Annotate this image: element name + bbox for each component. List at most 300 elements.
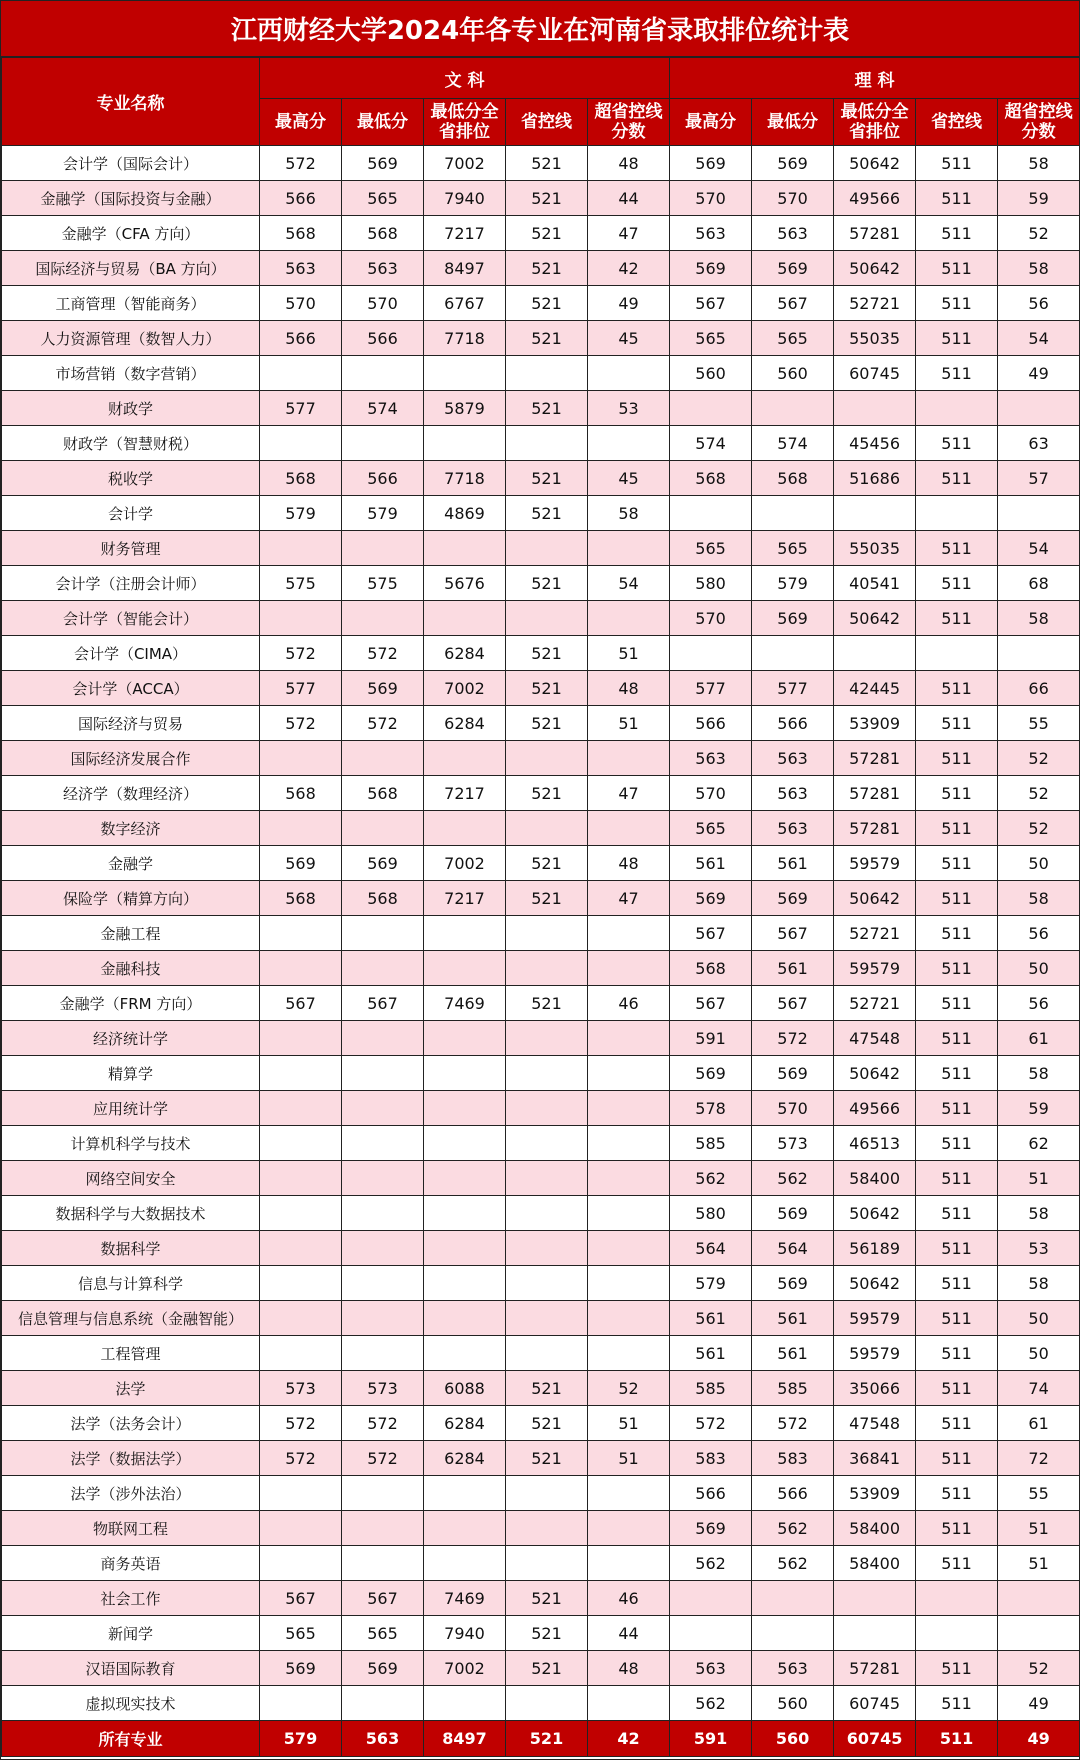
- major-name-cell: 会计学（注册会计师）: [2, 566, 260, 601]
- like-cell: 563: [670, 741, 752, 776]
- wenke-cell: [260, 1021, 342, 1056]
- like-cell: 49566: [834, 1091, 916, 1126]
- major-name-cell: 金融学（国际投资与金融）: [2, 181, 260, 216]
- wenke-cell: [342, 1056, 424, 1091]
- like-cell: 569: [670, 146, 752, 181]
- wenke-cell: [506, 1056, 588, 1091]
- wenke-cell: 568: [260, 216, 342, 251]
- like-cell: 578: [670, 1091, 752, 1126]
- like-cell: [916, 1581, 998, 1616]
- wenke-cell: 49: [588, 286, 670, 321]
- major-name-cell: 工程管理: [2, 1336, 260, 1371]
- like-cell: 562: [752, 1546, 834, 1581]
- like-cell: 562: [670, 1686, 752, 1721]
- like-cell: 511: [916, 1161, 998, 1196]
- table-row: [2, 146, 1080, 181]
- like-cell: 62: [998, 1126, 1080, 1161]
- like-cell: 59: [998, 181, 1080, 216]
- wenke-cell: [424, 916, 506, 951]
- like-cell: 52: [998, 1651, 1080, 1686]
- like-cell: 579: [752, 566, 834, 601]
- like-cell: 567: [752, 986, 834, 1021]
- table-row: [2, 1336, 1080, 1371]
- like-cell: 591: [670, 1021, 752, 1056]
- wenke-cell: 7718: [424, 461, 506, 496]
- major-name-cell: 经济学（数理经济）: [2, 776, 260, 811]
- like-cell: 51686: [834, 461, 916, 496]
- wenke-cell: [506, 1021, 588, 1056]
- major-name-cell: 数据科学: [2, 1231, 260, 1266]
- wenke-cell: [424, 1686, 506, 1721]
- like-cell: 585: [670, 1126, 752, 1161]
- like-cell: 573: [752, 1126, 834, 1161]
- like-cell: 58: [998, 146, 1080, 181]
- wenke-cell: [260, 1091, 342, 1126]
- like-cell: 580: [670, 566, 752, 601]
- like-cell: [834, 1616, 916, 1651]
- like-cell: [752, 636, 834, 671]
- wenke-cell: 563: [342, 251, 424, 286]
- wenke-cell: 6284: [424, 1406, 506, 1441]
- header-col: 省控线: [506, 99, 588, 146]
- table-row: [2, 881, 1080, 916]
- table-row: [2, 1581, 1080, 1616]
- major-name-cell: 国际经济与贸易: [2, 706, 260, 741]
- page-title: 江西财经大学2024年各专业在河南省录取排位统计表: [1, 1, 1079, 57]
- like-cell: 52721: [834, 916, 916, 951]
- major-name-cell: 信息管理与信息系统（金融智能）: [2, 1301, 260, 1336]
- major-name-cell: 法学（涉外法治）: [2, 1476, 260, 1511]
- like-cell: 59579: [834, 1336, 916, 1371]
- major-name-cell: 会计学（国际会计）: [2, 146, 260, 181]
- wenke-cell: [506, 1476, 588, 1511]
- table-row: [2, 776, 1080, 811]
- like-cell: 569: [670, 1511, 752, 1546]
- wenke-cell: 521: [506, 986, 588, 1021]
- wenke-cell: 577: [260, 391, 342, 426]
- like-cell: 567: [752, 916, 834, 951]
- total-wenke-cell: 42: [588, 1721, 670, 1757]
- like-cell: 569: [752, 881, 834, 916]
- wenke-cell: [260, 1476, 342, 1511]
- header-wenke: 文 科: [260, 58, 670, 99]
- table-row: [2, 251, 1080, 286]
- wenke-cell: 48: [588, 1651, 670, 1686]
- wenke-cell: 568: [342, 216, 424, 251]
- wenke-cell: [424, 531, 506, 566]
- like-cell: 563: [752, 216, 834, 251]
- like-cell: 511: [916, 1266, 998, 1301]
- like-cell: [834, 496, 916, 531]
- like-cell: [998, 496, 1080, 531]
- like-cell: 58400: [834, 1511, 916, 1546]
- table-row: [2, 1406, 1080, 1441]
- like-cell: [916, 1616, 998, 1651]
- like-cell: 569: [752, 601, 834, 636]
- major-name-cell: 金融学: [2, 846, 260, 881]
- like-cell: 569: [670, 1056, 752, 1091]
- like-cell: 60745: [834, 356, 916, 391]
- like-cell: 47548: [834, 1021, 916, 1056]
- like-cell: 511: [916, 321, 998, 356]
- wenke-cell: 568: [260, 881, 342, 916]
- wenke-cell: 521: [506, 496, 588, 531]
- wenke-cell: [260, 426, 342, 461]
- wenke-cell: 6088: [424, 1371, 506, 1406]
- header-major: 专业名称: [2, 58, 260, 146]
- like-cell: 52: [998, 776, 1080, 811]
- wenke-cell: [424, 426, 506, 461]
- like-cell: 570: [752, 181, 834, 216]
- major-name-cell: 会计学（智能会计）: [2, 601, 260, 636]
- like-cell: [670, 1616, 752, 1651]
- wenke-cell: 7002: [424, 671, 506, 706]
- wenke-cell: 569: [342, 146, 424, 181]
- wenke-cell: [342, 1266, 424, 1301]
- wenke-cell: [506, 1546, 588, 1581]
- wenke-cell: 568: [260, 776, 342, 811]
- table-row: [2, 531, 1080, 566]
- like-cell: 61: [998, 1406, 1080, 1441]
- table-row: [2, 741, 1080, 776]
- wenke-cell: [588, 1301, 670, 1336]
- wenke-cell: 7718: [424, 321, 506, 356]
- like-cell: 511: [916, 986, 998, 1021]
- like-cell: 511: [916, 1301, 998, 1336]
- like-cell: 583: [670, 1441, 752, 1476]
- like-cell: 52: [998, 741, 1080, 776]
- wenke-cell: [260, 1511, 342, 1546]
- wenke-cell: 521: [506, 181, 588, 216]
- like-cell: 562: [670, 1546, 752, 1581]
- wenke-cell: [342, 1196, 424, 1231]
- wenke-cell: 570: [260, 286, 342, 321]
- like-cell: 572: [752, 1021, 834, 1056]
- wenke-cell: [260, 1056, 342, 1091]
- major-name-cell: 保险学（精算方向）: [2, 881, 260, 916]
- major-name-cell: 网络空间安全: [2, 1161, 260, 1196]
- like-cell: 562: [752, 1511, 834, 1546]
- wenke-cell: 575: [260, 566, 342, 601]
- table-row: [2, 1231, 1080, 1266]
- wenke-cell: [506, 1336, 588, 1371]
- wenke-cell: [260, 916, 342, 951]
- like-cell: 574: [670, 426, 752, 461]
- wenke-cell: 7469: [424, 986, 506, 1021]
- wenke-cell: [424, 1476, 506, 1511]
- like-cell: 564: [670, 1231, 752, 1266]
- wenke-cell: [260, 356, 342, 391]
- like-cell: [670, 496, 752, 531]
- wenke-cell: 572: [342, 706, 424, 741]
- wenke-cell: 521: [506, 1441, 588, 1476]
- wenke-cell: [424, 601, 506, 636]
- wenke-cell: 7217: [424, 216, 506, 251]
- like-cell: 511: [916, 1126, 998, 1161]
- like-cell: 511: [916, 251, 998, 286]
- major-name-cell: 国际经济发展合作: [2, 741, 260, 776]
- wenke-cell: [424, 1511, 506, 1546]
- wenke-cell: 573: [342, 1371, 424, 1406]
- like-cell: 583: [752, 1441, 834, 1476]
- table-row: [2, 321, 1080, 356]
- wenke-cell: [260, 1336, 342, 1371]
- like-cell: 58: [998, 1196, 1080, 1231]
- wenke-cell: [588, 1686, 670, 1721]
- wenke-cell: 7002: [424, 146, 506, 181]
- wenke-cell: 6767: [424, 286, 506, 321]
- wenke-cell: [424, 1091, 506, 1126]
- admission-table: [1, 57, 1080, 1757]
- table-row: [2, 181, 1080, 216]
- wenke-cell: [506, 531, 588, 566]
- wenke-cell: 51: [588, 636, 670, 671]
- header-col: 最低分: [752, 99, 834, 146]
- like-cell: 570: [752, 1091, 834, 1126]
- wenke-cell: 54: [588, 566, 670, 601]
- table-row: [2, 986, 1080, 1021]
- total-like-cell: 49: [998, 1721, 1080, 1757]
- table-row: [2, 426, 1080, 461]
- wenke-cell: 521: [506, 1371, 588, 1406]
- wenke-cell: 521: [506, 251, 588, 286]
- major-name-cell: 会计学（CIMA）: [2, 636, 260, 671]
- major-name-cell: 人力资源管理（数智人力）: [2, 321, 260, 356]
- wenke-cell: [342, 426, 424, 461]
- wenke-cell: [506, 1301, 588, 1336]
- like-cell: 577: [670, 671, 752, 706]
- wenke-cell: [506, 811, 588, 846]
- wenke-cell: [506, 1161, 588, 1196]
- like-cell: 568: [670, 461, 752, 496]
- like-cell: 563: [752, 741, 834, 776]
- like-cell: 569: [752, 146, 834, 181]
- like-cell: 580: [670, 1196, 752, 1231]
- wenke-cell: [506, 1511, 588, 1546]
- wenke-cell: 7002: [424, 846, 506, 881]
- like-cell: 563: [670, 1651, 752, 1686]
- wenke-cell: 58: [588, 496, 670, 531]
- wenke-cell: 566: [342, 461, 424, 496]
- like-cell: [834, 391, 916, 426]
- wenke-cell: 521: [506, 1581, 588, 1616]
- like-cell: 51: [998, 1546, 1080, 1581]
- wenke-cell: [506, 356, 588, 391]
- like-cell: 511: [916, 881, 998, 916]
- wenke-cell: [260, 811, 342, 846]
- like-cell: 50: [998, 951, 1080, 986]
- header-like: 理 科: [670, 58, 1080, 99]
- like-cell: 561: [752, 951, 834, 986]
- wenke-cell: [342, 951, 424, 986]
- like-cell: 568: [670, 951, 752, 986]
- like-cell: 569: [752, 1056, 834, 1091]
- wenke-cell: [424, 1196, 506, 1231]
- like-cell: 566: [670, 706, 752, 741]
- wenke-cell: [588, 1021, 670, 1056]
- like-cell: 58: [998, 601, 1080, 636]
- wenke-cell: [588, 426, 670, 461]
- table-row: [2, 601, 1080, 636]
- wenke-cell: [260, 531, 342, 566]
- like-cell: 563: [670, 216, 752, 251]
- like-cell: 561: [752, 1336, 834, 1371]
- like-cell: 560: [670, 356, 752, 391]
- wenke-cell: [506, 951, 588, 986]
- like-cell: 511: [916, 1476, 998, 1511]
- wenke-cell: [588, 356, 670, 391]
- major-name-cell: 国际经济与贸易（BA 方向）: [2, 251, 260, 286]
- wenke-cell: 567: [342, 1581, 424, 1616]
- like-cell: [752, 391, 834, 426]
- like-cell: 59579: [834, 846, 916, 881]
- wenke-cell: 7940: [424, 1616, 506, 1651]
- like-cell: 562: [752, 1161, 834, 1196]
- wenke-cell: 572: [342, 1441, 424, 1476]
- like-cell: 511: [916, 1686, 998, 1721]
- wenke-cell: [506, 601, 588, 636]
- major-name-cell: 应用统计学: [2, 1091, 260, 1126]
- like-cell: [916, 391, 998, 426]
- wenke-cell: 572: [260, 636, 342, 671]
- like-cell: 57281: [834, 216, 916, 251]
- wenke-cell: [588, 1336, 670, 1371]
- wenke-cell: [260, 1546, 342, 1581]
- like-cell: 42445: [834, 671, 916, 706]
- like-cell: 57281: [834, 1651, 916, 1686]
- wenke-cell: [424, 1126, 506, 1161]
- wenke-cell: [506, 1266, 588, 1301]
- like-cell: 50642: [834, 251, 916, 286]
- table-row: [2, 286, 1080, 321]
- like-cell: 511: [916, 1231, 998, 1266]
- table-row: [2, 1546, 1080, 1581]
- wenke-cell: [260, 1686, 342, 1721]
- major-name-cell: 汉语国际教育: [2, 1651, 260, 1686]
- wenke-cell: [424, 356, 506, 391]
- like-cell: 567: [670, 916, 752, 951]
- wenke-cell: 51: [588, 706, 670, 741]
- wenke-cell: [260, 1266, 342, 1301]
- wenke-cell: 521: [506, 146, 588, 181]
- like-cell: 511: [916, 1091, 998, 1126]
- like-cell: 59579: [834, 1301, 916, 1336]
- wenke-cell: [506, 916, 588, 951]
- like-cell: 511: [916, 1371, 998, 1406]
- wenke-cell: 7217: [424, 776, 506, 811]
- like-cell: 572: [752, 1406, 834, 1441]
- wenke-cell: 7940: [424, 181, 506, 216]
- major-name-cell: 信息与计算科学: [2, 1266, 260, 1301]
- major-name-cell: 商务英语: [2, 1546, 260, 1581]
- like-cell: 52721: [834, 286, 916, 321]
- like-cell: 511: [916, 706, 998, 741]
- like-cell: 511: [916, 671, 998, 706]
- like-cell: 53909: [834, 706, 916, 741]
- wenke-cell: [424, 1546, 506, 1581]
- wenke-cell: 8497: [424, 251, 506, 286]
- table-row: [2, 1301, 1080, 1336]
- major-name-cell: 物联网工程: [2, 1511, 260, 1546]
- wenke-cell: 565: [342, 1616, 424, 1651]
- like-cell: 511: [916, 356, 998, 391]
- wenke-cell: [588, 1161, 670, 1196]
- total-like-cell: 511: [916, 1721, 998, 1757]
- wenke-cell: 568: [260, 461, 342, 496]
- wenke-cell: [424, 1336, 506, 1371]
- wenke-cell: [588, 1196, 670, 1231]
- total-wenke-cell: 8497: [424, 1721, 506, 1757]
- like-cell: 49: [998, 1686, 1080, 1721]
- major-name-cell: 税收学: [2, 461, 260, 496]
- like-cell: 63: [998, 426, 1080, 461]
- wenke-cell: [506, 1196, 588, 1231]
- like-cell: 56189: [834, 1231, 916, 1266]
- major-name-cell: 财政学: [2, 391, 260, 426]
- wenke-cell: [588, 1266, 670, 1301]
- like-cell: 561: [670, 1336, 752, 1371]
- like-cell: 562: [670, 1161, 752, 1196]
- total-name-cell: 所有专业: [2, 1721, 260, 1757]
- wenke-cell: 5879: [424, 391, 506, 426]
- like-cell: 565: [752, 321, 834, 356]
- table-row: [2, 846, 1080, 881]
- like-cell: [834, 1581, 916, 1616]
- table-row: [2, 1056, 1080, 1091]
- wenke-cell: 579: [342, 496, 424, 531]
- like-cell: 74: [998, 1371, 1080, 1406]
- like-cell: 57281: [834, 776, 916, 811]
- like-cell: 570: [670, 181, 752, 216]
- like-cell: 567: [670, 286, 752, 321]
- wenke-cell: 48: [588, 671, 670, 706]
- like-cell: 40541: [834, 566, 916, 601]
- table-row: [2, 566, 1080, 601]
- like-cell: 511: [916, 1196, 998, 1231]
- table-row: [2, 1511, 1080, 1546]
- table-row: [2, 1651, 1080, 1686]
- like-cell: 55: [998, 1476, 1080, 1511]
- like-cell: 565: [670, 531, 752, 566]
- like-cell: 50: [998, 846, 1080, 881]
- total-wenke-cell: 579: [260, 1721, 342, 1757]
- table-row: [2, 356, 1080, 391]
- like-cell: [998, 636, 1080, 671]
- like-cell: 55: [998, 706, 1080, 741]
- wenke-cell: 567: [260, 986, 342, 1021]
- major-name-cell: 金融学（FRM 方向）: [2, 986, 260, 1021]
- like-cell: 58: [998, 1056, 1080, 1091]
- like-cell: 511: [916, 811, 998, 846]
- wenke-cell: [506, 1231, 588, 1266]
- like-cell: 569: [752, 251, 834, 286]
- like-cell: [752, 1616, 834, 1651]
- wenke-cell: [342, 356, 424, 391]
- like-cell: [998, 391, 1080, 426]
- wenke-cell: 521: [506, 846, 588, 881]
- like-cell: 566: [752, 1476, 834, 1511]
- like-cell: 52: [998, 216, 1080, 251]
- wenke-cell: 572: [260, 1406, 342, 1441]
- wenke-cell: 47: [588, 776, 670, 811]
- header-col: 省控线: [916, 99, 998, 146]
- like-cell: [916, 636, 998, 671]
- wenke-cell: [342, 1686, 424, 1721]
- wenke-cell: 44: [588, 181, 670, 216]
- total-wenke-cell: 521: [506, 1721, 588, 1757]
- like-cell: 58: [998, 1266, 1080, 1301]
- like-cell: 66: [998, 671, 1080, 706]
